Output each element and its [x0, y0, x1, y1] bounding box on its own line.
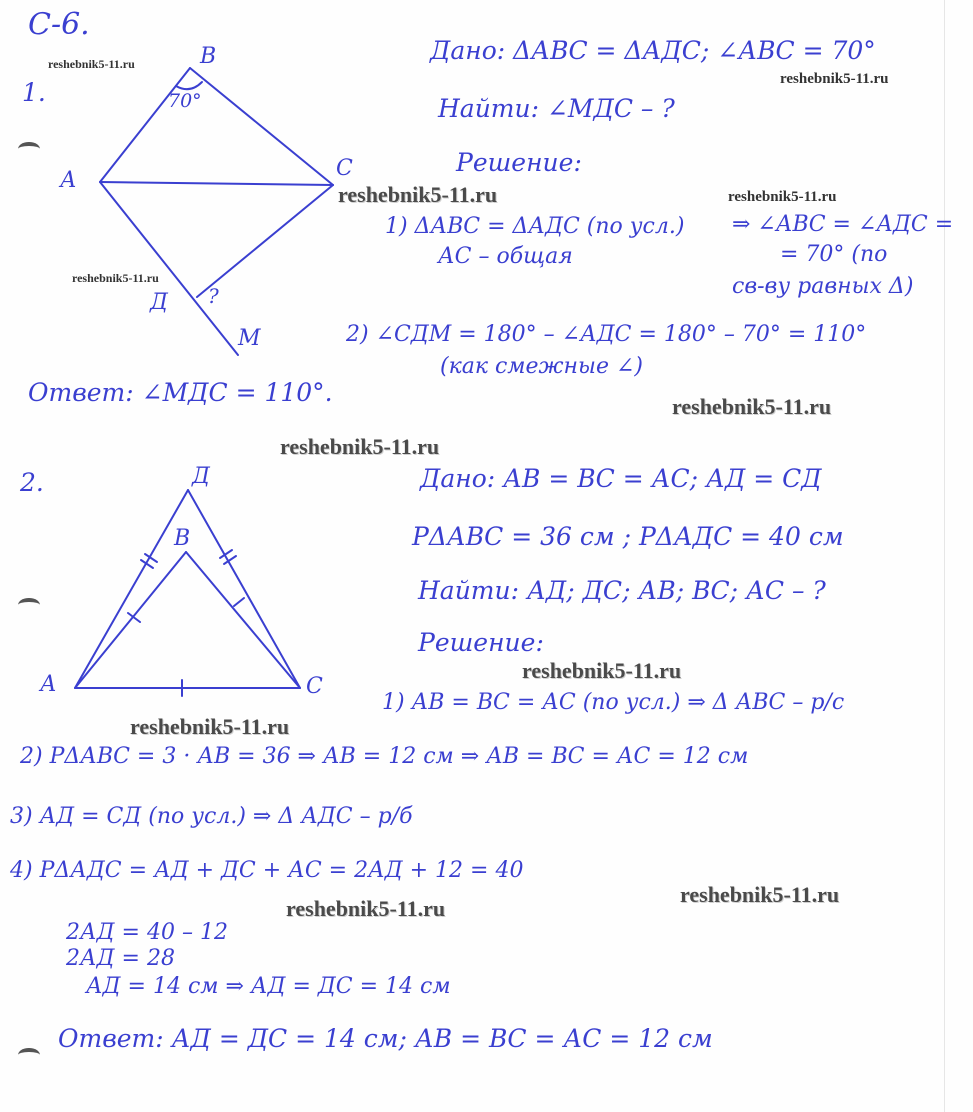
watermark: reshebnik5-11.ru	[780, 71, 889, 87]
watermark: reshebnik5-11.ru	[286, 896, 446, 921]
variant-title: С-6.	[28, 7, 90, 42]
question-mark: ?	[208, 284, 219, 308]
task1-step1-a: 1) ΔАВС = ΔАДС (по усл.)	[385, 214, 685, 239]
task1-step1-e: св-ву равных Δ)	[732, 274, 914, 299]
task2-step2: 2) PΔАВС = 3 · АВ = 36 ⇒ АВ = 12 см ⇒ АВ = ВС = АС = 12 см	[20, 744, 749, 769]
task2-calc2: 2АД = 28	[66, 946, 175, 971]
watermark: reshebnik5-11.ru	[728, 189, 837, 205]
task2-given-b: PΔАВС = 36 см ; PΔАДС = 40 см	[412, 522, 844, 551]
segment-cd	[197, 185, 333, 297]
label-b-2: В	[174, 526, 191, 551]
ray-adm	[100, 182, 238, 355]
watermark: reshebnik5-11.ru	[522, 658, 682, 683]
task2-step4: 4) PΔАДС = АД + ДС + АС = 2АД + 12 = 40	[10, 858, 524, 883]
watermark: reshebnik5-11.ru	[280, 434, 440, 459]
segment-bc-2	[186, 552, 300, 688]
task2-find: Найти: АД; ДС; АВ; ВС; АС – ?	[418, 576, 826, 605]
task1-step2-a: 2) ∠СДМ = 180° – ∠АДС = 180° – 70° = 110°	[346, 322, 867, 347]
label-c-2: С	[306, 674, 323, 699]
task1-solution-title: Решение:	[456, 148, 582, 177]
label-d: Д	[150, 290, 168, 315]
task1-step2-b: (как смежные ∠)	[440, 354, 643, 379]
watermark: reshebnik5-11.ru	[338, 182, 498, 207]
label-a: А	[60, 168, 77, 193]
task2-answer: Ответ: АД = ДС = 14 см; АВ = ВС = АС = 12 см	[58, 1024, 713, 1053]
segment-ac	[100, 182, 333, 185]
task2-calc3: АД = 14 см ⇒ АД = ДС = 14 см	[86, 974, 451, 999]
watermark: reshebnik5-11.ru	[72, 271, 159, 285]
watermark: reshebnik5-11.ru	[680, 882, 840, 907]
angle-label: 70°	[168, 90, 202, 112]
task1-step1-b: АС – общая	[438, 244, 573, 269]
task2-given-a: Дано: АВ = ВС = АС; АД = СД	[420, 464, 822, 493]
segment-ab-2	[75, 552, 186, 688]
label-a-2: А	[40, 672, 57, 697]
segment-dc-2	[188, 490, 300, 688]
label-b: В	[200, 44, 217, 69]
angle-arc-b	[176, 82, 202, 89]
task2-step3: 3) АД = СД (по усл.) ⇒ Δ АДС – р/б	[10, 804, 413, 829]
task2-step1: 1) АВ = ВС = АС (по усл.) ⇒ Δ АВС – р/с	[382, 690, 845, 715]
tick-bc	[234, 598, 244, 606]
label-c: С	[336, 156, 353, 181]
segment-bc	[190, 68, 333, 185]
task1-given: Дано: ΔАВС = ΔАДС; ∠АВС = 70°	[430, 36, 876, 65]
task2-calc1: 2АД = 40 – 12	[66, 920, 228, 945]
task1-step1-c: ⇒ ∠АВС = ∠АДС =	[732, 212, 954, 237]
segment-ad-2	[75, 490, 191, 688]
watermark: reshebnik5-11.ru	[48, 57, 135, 71]
task1-find: Найти: ∠МДС – ?	[438, 94, 675, 123]
task1-step1-d: = 70° (по	[780, 242, 888, 267]
task1-number: 1.	[22, 78, 46, 107]
task2-solution-title: Решение:	[418, 628, 544, 657]
watermark: reshebnik5-11.ru	[130, 714, 290, 739]
segment-ab	[100, 68, 190, 182]
label-m: М	[238, 326, 261, 351]
label-d-2: Д	[192, 464, 210, 489]
task1-answer: Ответ: ∠МДС = 110°.	[28, 378, 333, 407]
watermark: reshebnik5-11.ru	[672, 394, 832, 419]
task2-number: 2.	[20, 468, 44, 497]
